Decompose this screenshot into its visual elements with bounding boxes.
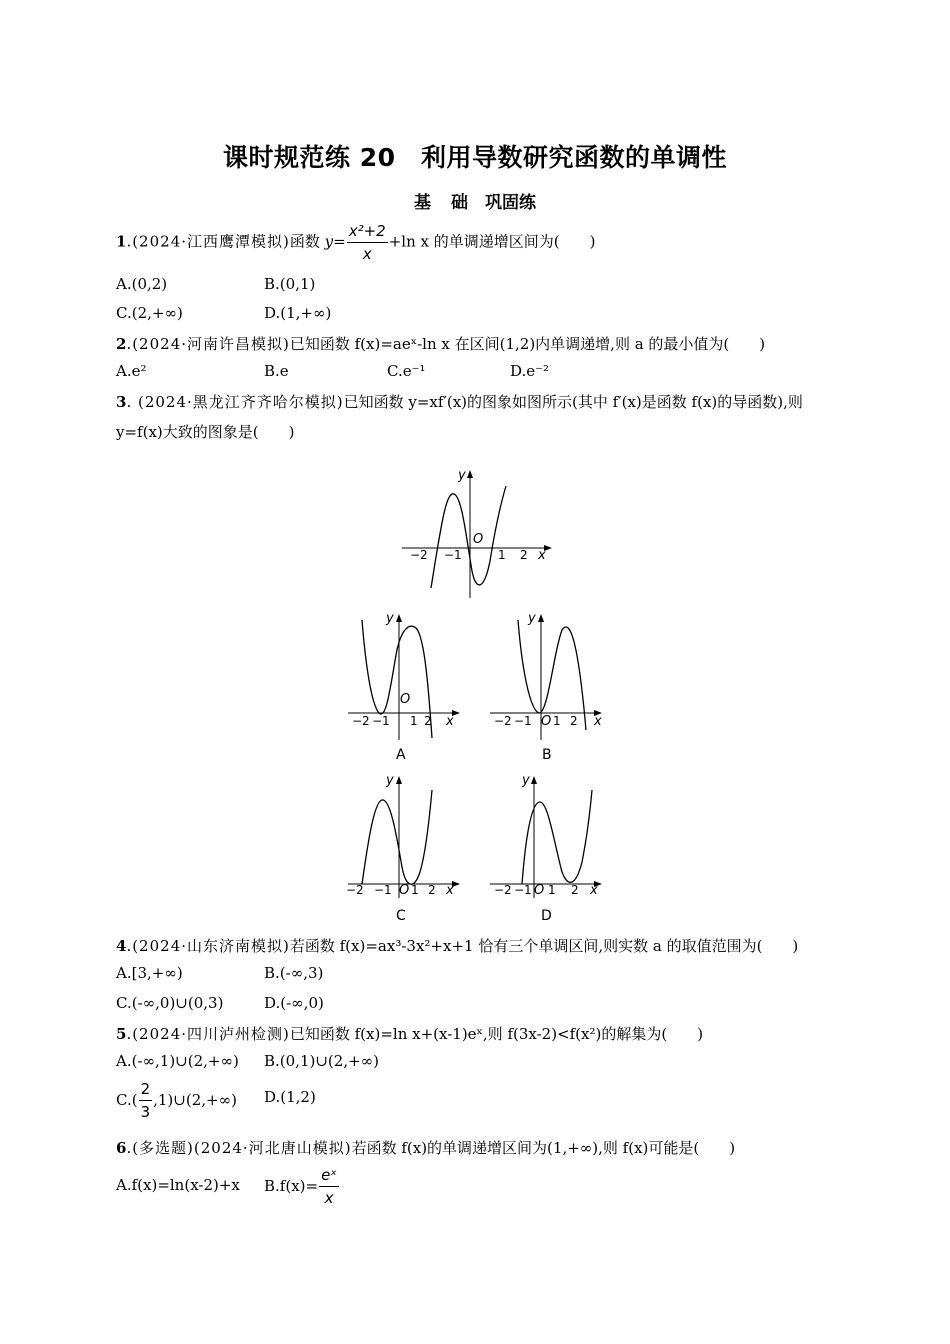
y-axis-arrow — [538, 614, 544, 622]
y-axis-arrow — [396, 614, 402, 622]
question-source: . (2024·黑龙江齐齐哈尔模拟) — [126, 393, 344, 411]
svg-text:2: 2 — [428, 883, 436, 897]
svg-text:O: O — [534, 883, 545, 898]
svg-text:y: y — [522, 773, 530, 788]
curve — [522, 790, 592, 884]
question-number: 4 — [116, 937, 127, 955]
question-5: 5.(2024·四川泸州检测)已知函数 f(x)=ln x+(x-1)eˣ,则 f(3x-2)<f(x²)的解集为( ) — [116, 1025, 704, 1043]
question-2: 2.(2024·河南许昌模拟)已知函数 f(x)=aeˣ-ln x 在区间(1,2)内单调递增,则 a 的最小值为( ) — [116, 335, 766, 353]
option-d: D.(1,2) — [264, 1088, 316, 1106]
svg-text:1: 1 — [411, 883, 419, 897]
tick-neg2: −2 — [410, 548, 428, 562]
svg-text:−2: −2 — [494, 883, 512, 897]
option-a: A.f(x)=ln(x-2)+x — [116, 1176, 240, 1194]
choice-label-b: B — [542, 747, 552, 763]
main-graph — [396, 466, 556, 601]
y-axis-arrow — [531, 776, 537, 784]
question-number: 6 — [116, 1139, 127, 1157]
question-source: .(2024·山东济南模拟) — [126, 937, 290, 955]
choice-label-c: C — [396, 908, 406, 924]
svg-text:O: O — [400, 692, 411, 707]
option-b: B.(-∞,3) — [264, 964, 324, 982]
svg-text:O: O — [399, 883, 410, 898]
option-b: B.e — [264, 362, 289, 380]
option-a: A.(0,2) — [116, 275, 168, 293]
y-axis-arrow — [467, 470, 473, 478]
svg-text:−1: −1 — [374, 883, 392, 897]
option-a: A.e² — [116, 362, 147, 380]
svg-text:−1: −1 — [514, 714, 532, 728]
question-3: 3. (2024·黑龙江齐齐哈尔模拟)已知函数 y=xf′(x)的图象如图所示(其中 f′(x)是函数 f(x)的导函数),则 — [116, 393, 803, 411]
option-c: C.(-∞,0)∪(0,3) — [116, 994, 224, 1012]
origin-label: O — [473, 532, 484, 547]
svg-text:x: x — [446, 714, 454, 729]
svg-text:y: y — [528, 611, 536, 626]
tick-1: 1 — [498, 548, 506, 562]
option-c: C.(2,+∞) — [116, 304, 183, 322]
svg-text:−2: −2 — [346, 883, 364, 897]
option-d: D.(-∞,0) — [264, 994, 324, 1012]
option-b: B.(0,1) — [264, 275, 316, 293]
page-title: 课时规范练 20 利用导数研究函数的单调性 — [223, 143, 727, 172]
choice-graph-b — [486, 610, 606, 745]
option-b: B.f(x)= $\frac{\text{eˣ}}{x}$ — [264, 1166, 337, 1207]
choice-graph-a — [344, 610, 464, 745]
question-3-line2: y=f(x)大致的图象是( ) — [116, 423, 295, 441]
y-label: y — [458, 468, 466, 483]
question-1: 1.(2024·江西鹰潭模拟)函数 y= $\frac{\text{x²+2}}{x}$ +ln x 的单调递增区间为( ) — [116, 222, 596, 263]
curve — [431, 486, 506, 588]
svg-text:1: 1 — [410, 714, 418, 728]
option-c: C.( $\frac{2}{3}$ ,1)∪(2,+∞) — [116, 1080, 237, 1121]
svg-text:−2: −2 — [494, 714, 512, 728]
svg-text:O: O — [541, 714, 552, 729]
choice-label-d: D — [541, 908, 552, 924]
question-number: 5 — [116, 1025, 127, 1043]
y-axis-arrow — [396, 776, 402, 784]
question-6: 6.(多选题)(2024·河北唐山模拟)若函数 f(x)的单调递增区间为(1,+∞),则 f(x)可能是( ) — [116, 1139, 736, 1157]
question-source: .(2024·江西鹰潭模拟) — [126, 232, 290, 251]
fraction: $\frac{\text{eˣ}}{x}$ — [321, 1166, 337, 1207]
choice-label-a: A — [396, 747, 406, 763]
question-4: 4.(2024·山东济南模拟)若函数 f(x)=ax³-3x²+x+1 恰有三个单调区间,则实数 a 的取值范围为( ) — [116, 937, 799, 955]
svg-text:x: x — [446, 883, 454, 898]
svg-text:x: x — [594, 714, 602, 729]
svg-text:1: 1 — [553, 714, 561, 728]
question-source: .(多选题)(2024·河北唐山模拟) — [126, 1139, 352, 1157]
svg-text:y: y — [386, 773, 394, 788]
svg-text:2: 2 — [570, 714, 578, 728]
question-number: 3 — [116, 393, 127, 411]
curve — [362, 790, 432, 884]
option-c: C.e⁻¹ — [387, 362, 426, 380]
svg-text:x: x — [590, 883, 598, 898]
x-label: x — [538, 548, 546, 563]
section-subtitle: 基 础 巩固练 — [414, 193, 536, 213]
option-a: A.(-∞,1)∪(2,+∞) — [116, 1052, 239, 1070]
option-d: D.e⁻² — [510, 362, 550, 380]
tick-neg1: −1 — [444, 548, 462, 562]
fraction: $\frac{2}{3}$ — [140, 1080, 151, 1121]
option-d: D.(1,+∞) — [264, 304, 332, 322]
svg-text:2: 2 — [571, 883, 579, 897]
tick-2: 2 — [520, 548, 528, 562]
svg-text:1: 1 — [548, 883, 556, 897]
svg-text:−2: −2 — [352, 714, 370, 728]
fraction: $\frac{\text{x²+2}}{x}$ — [348, 222, 386, 263]
svg-text:−1: −1 — [514, 883, 532, 897]
svg-text:2: 2 — [424, 714, 432, 728]
option-a: A.[3,+∞) — [116, 964, 183, 982]
question-number: 1 — [116, 232, 127, 251]
question-source: .(2024·河南许昌模拟) — [126, 335, 290, 353]
svg-text:−1: −1 — [372, 714, 390, 728]
svg-text:y: y — [386, 611, 394, 626]
question-source: .(2024·四川泸州检测) — [126, 1025, 290, 1043]
choice-graph-d — [486, 772, 606, 902]
choice-graph-c — [344, 772, 464, 902]
question-number: 2 — [116, 335, 127, 353]
option-b: B.(0,1)∪(2,+∞) — [264, 1052, 379, 1070]
